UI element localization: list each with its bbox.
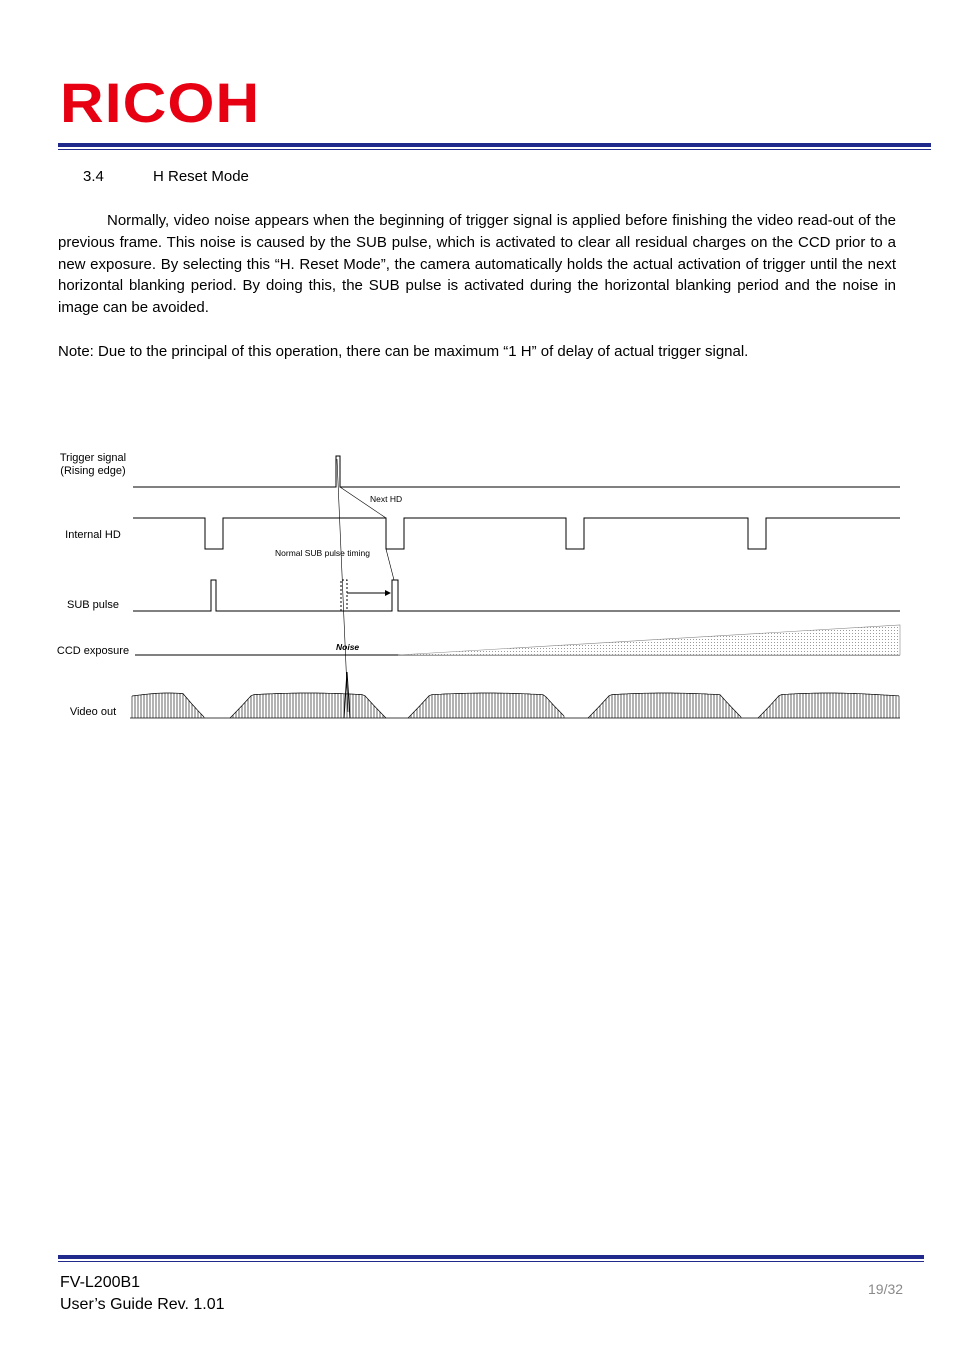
ccd-exposure-ramp [398, 625, 900, 655]
ricoh-logo: RICOH [60, 71, 261, 134]
label-sub-pulse: SUB pulse [67, 599, 119, 611]
internal-hd-waveform [133, 518, 900, 549]
noise-annotation: Noise [336, 642, 360, 652]
body-paragraph: Normally, video noise appears when the beginning of trigger signal is applied before finishing the video read-out of the previous frame. This noise is caused by the SUB pulse, which is activated to clear all residual charges on the CCD prior to a new exposure. By selecting this “H. Reset Mode”, the camera automatically holds the actual activation of trigger until the next horizontal blanking period. By doing this, the SUB pulse is activated during the horizontal blanking period and the noise in image can be avoided. [58, 212, 896, 316]
label-internal-hd: Internal HD [65, 529, 121, 541]
footer-rule-thin [58, 1261, 924, 1262]
label-video-out: Video out [69, 706, 117, 718]
footer-guide-rev: User’s Guide Rev. 1.01 [60, 1296, 225, 1313]
normal-sub-annotation: Normal SUB pulse timing [275, 548, 370, 558]
section-number: 3.4 [83, 168, 104, 185]
normal-sub-dashed-pulse [341, 580, 347, 611]
timing-diagram [0, 440, 954, 740]
next-hd-annotation: Next HD [370, 494, 403, 504]
header-rule-thick [58, 143, 931, 147]
note-paragraph: Note: Due to the principal of this operation, there can be maximum “1 H” of delay of actual trigger signal. [58, 343, 749, 360]
sub-pulse-waveform [133, 580, 900, 611]
footer-model: FV-L200B1 [60, 1274, 141, 1291]
footer-rule-thick [58, 1255, 924, 1259]
next-hd-leader-2 [386, 549, 394, 580]
header-rule-thin [58, 149, 931, 150]
page-number: 19/32 [868, 1281, 904, 1297]
video-out-waveform [132, 693, 899, 718]
section-title: H Reset Mode [153, 168, 249, 185]
trigger-noise-leader [337, 459, 348, 712]
footer-doc-info [60, 1272, 225, 1316]
trigger-waveform [133, 456, 900, 487]
label-rising-edge: (Rising edge) [60, 465, 126, 477]
label-trigger-signal: Trigger signal [59, 452, 127, 464]
label-ccd-exposure: CCD exposure [56, 645, 130, 657]
